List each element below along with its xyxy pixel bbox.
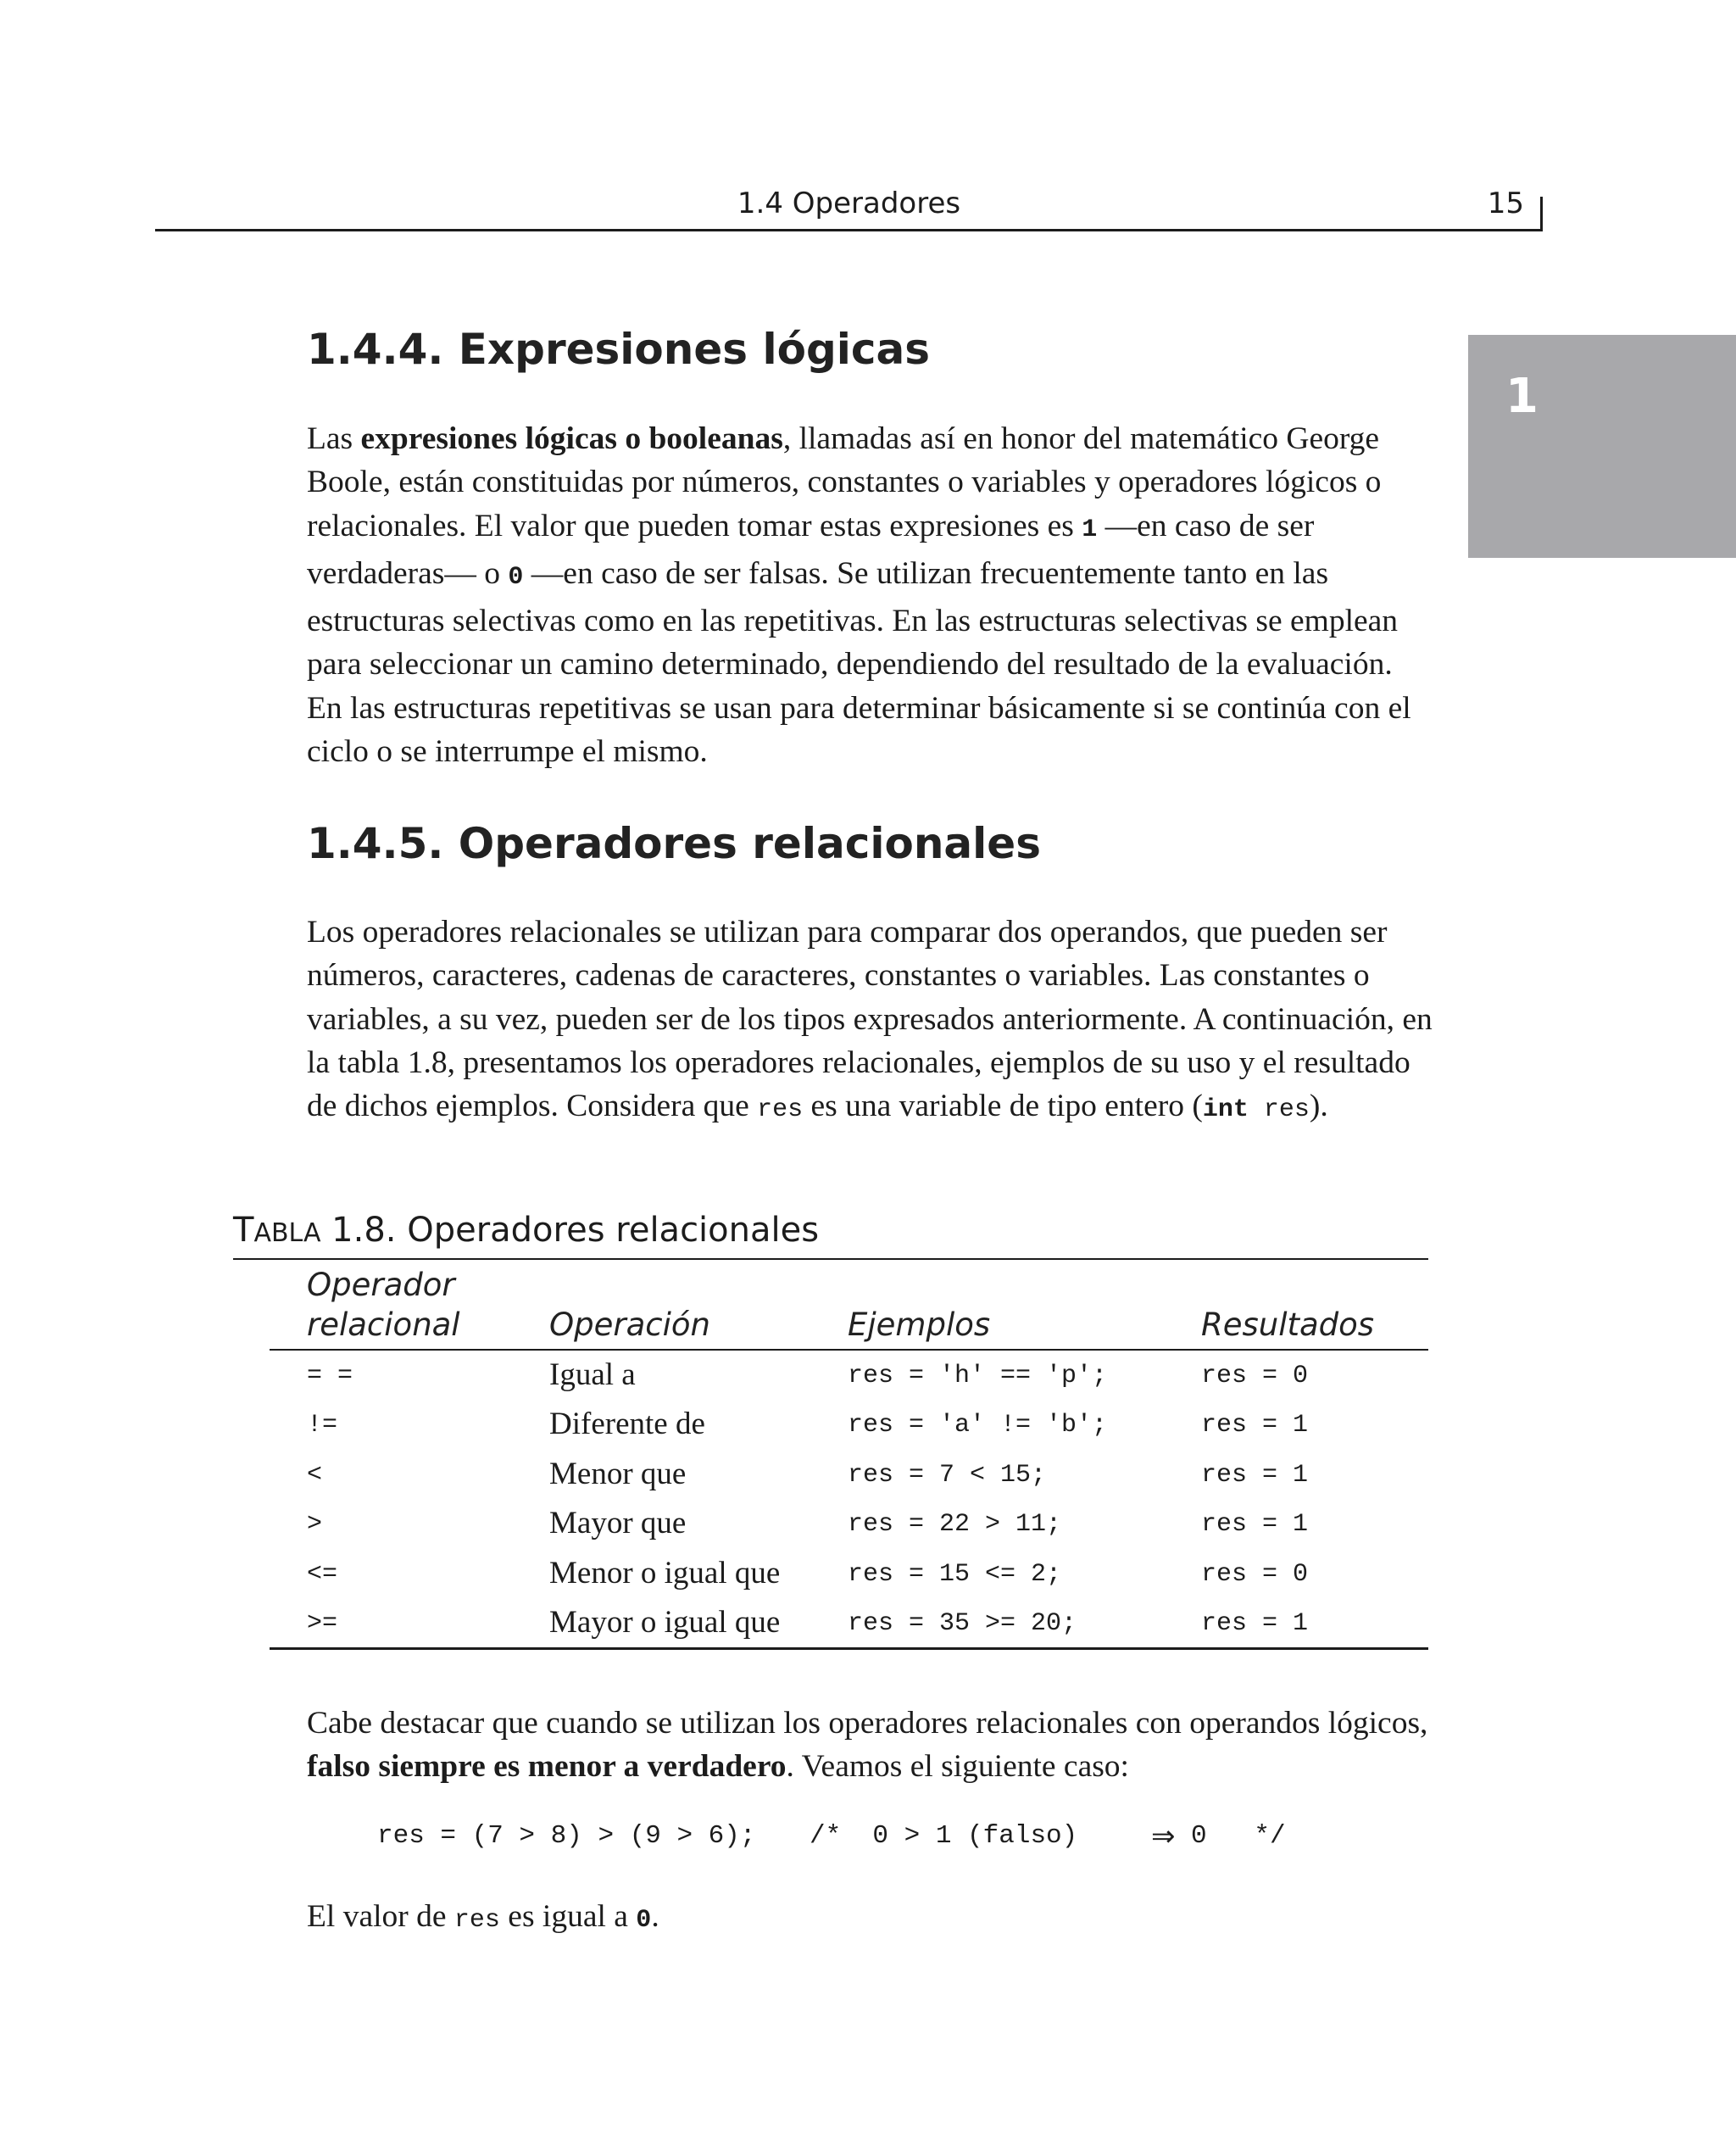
paragraph-valor-de-res: El valor de res es igual a 0.	[307, 1899, 659, 1935]
operation-cell: Menor o igual que	[549, 1556, 781, 1591]
example-cell: res = 35 >= 20;	[848, 1609, 1077, 1638]
table-header-operator-line2: relacional	[307, 1306, 460, 1343]
table-row	[0, 1406, 1736, 1455]
running-header	[155, 176, 1543, 231]
example-cell: res = 'a' != 'b';	[848, 1411, 1108, 1440]
code-example: res = (7 > 8) > (9 > 6);	[377, 1821, 756, 1851]
table-caption: TABLA 1.8. Operadores relacionales	[233, 1211, 820, 1250]
paragraph-falso-menor-verdadero: Cabe destacar que cuando se utilizan los operadores relacionales con operandos lógicos, falso siempre es menor a verdadero. Veamos el siguiente caso:	[307, 1706, 1428, 1785]
result-cell: res = 0	[1201, 1560, 1309, 1589]
table-header-operation: Operación	[549, 1306, 710, 1343]
table-bottom-rule	[270, 1647, 1428, 1650]
page-number: 15	[1487, 187, 1524, 220]
implies-arrow-icon: ⇒	[1151, 1821, 1176, 1852]
table-header-examples: Ejemplos	[848, 1306, 991, 1343]
paragraph-expresiones-logicas: Las expresiones lógicas o booleanas, llamadas así en honor del matemático George Boole, están constituidas por números, constantes o variables y operadores lógicos o relacionales. El valor que pueden tomar estas expresiones es 1 —en caso de ser verdaderas— o 0 —en caso de ser falsas. Se utilizan frecuentemente tanto en las estructuras selectivas como en las repetitivas. En las estructuras selectivas se emplean para seleccionar un camino determinado, dependiendo del resultado de la evaluación. En las estructuras repetitivas se usan para determinar básicamente si se continúa con el ciclo o se interrumpe el mismo.	[307, 421, 1411, 770]
header-tick-mark	[1540, 197, 1543, 231]
operator-cell: >	[307, 1510, 323, 1539]
section-heading-operadores-relacionales: 1.4.5. Operadores relacionales	[307, 819, 1041, 868]
table-header-results: Resultados	[1201, 1306, 1375, 1343]
chapter-number: 1	[1505, 369, 1538, 424]
operation-cell: Diferente de	[549, 1407, 705, 1441]
running-title: 1.4 Operadores	[737, 187, 961, 220]
operation-cell: Mayor que	[549, 1506, 687, 1540]
table-row	[0, 1456, 1736, 1505]
table-row	[0, 1357, 1736, 1406]
table-header-operator-line1: Operador	[307, 1267, 455, 1303]
operator-cell: !=	[307, 1411, 338, 1440]
code-comment: /* 0 > 1 (falso)	[810, 1821, 1078, 1851]
operator-cell: >=	[307, 1609, 338, 1638]
operation-cell: Mayor o igual que	[549, 1605, 781, 1640]
result-cell: res = 1	[1201, 1411, 1309, 1440]
result-cell: res = 0	[1201, 1362, 1309, 1390]
table-top-rule	[233, 1258, 1428, 1260]
operator-cell: <	[307, 1461, 323, 1490]
paragraph-operadores-relacionales: Los operadores relacionales se utilizan para comparar dos operandos, que pueden ser números, caracteres, cadenas de caracteres, constantes o variables. Las constantes o variables, a su vez, pueden ser de los tipos expresados anteriormente. A continuación, en la tabla 1.8, presentamos los operadores relacionales, ejemplos de su uso y el resultado de dichos ejemplos. Considera que res es una variable de tipo entero (int res).	[307, 915, 1433, 1125]
chapter-thumb-tab	[1468, 335, 1736, 558]
section-heading-expresiones-logicas: 1.4.4. Expresiones lógicas	[307, 325, 931, 374]
table-row	[0, 1505, 1736, 1554]
result-cell: res = 1	[1201, 1609, 1309, 1638]
example-cell: res = 'h' == 'p';	[848, 1362, 1108, 1390]
operator-cell: = =	[307, 1362, 353, 1390]
operation-cell: Igual a	[549, 1357, 636, 1392]
result-cell: res = 1	[1201, 1510, 1309, 1539]
example-cell: res = 15 <= 2;	[848, 1560, 1062, 1589]
result-cell: res = 1	[1201, 1461, 1309, 1490]
operator-cell: <=	[307, 1560, 338, 1589]
table-row	[0, 1604, 1736, 1653]
code-comment-result: 0 */	[1191, 1821, 1286, 1851]
example-cell: res = 22 > 11;	[848, 1510, 1062, 1539]
table-row	[0, 1555, 1736, 1604]
operation-cell: Menor que	[549, 1457, 687, 1491]
example-cell: res = 7 < 15;	[848, 1461, 1047, 1490]
table-header-rule	[270, 1349, 1428, 1351]
